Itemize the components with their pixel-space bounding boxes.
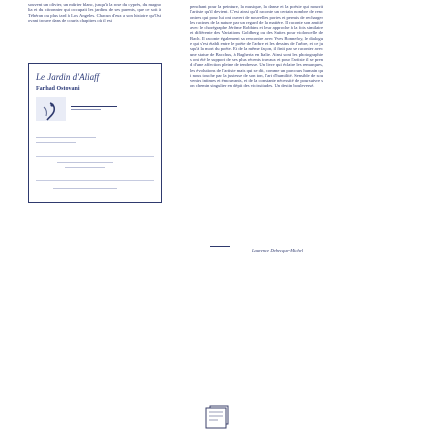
book-divider xyxy=(36,156,154,157)
cover-figure-illustration xyxy=(41,101,59,121)
right-column-text xyxy=(190,4,323,247)
book-divider xyxy=(36,180,154,181)
left-column-text xyxy=(28,2,161,62)
right-column-paragraph: penchant pour la peinture, la musique, la danse et la poésie qui nourrit l'artiste qu'il devient. C'est ainsi qu'il raconte un certain nombre de rencontres qui pour lui ont ouvert de nouvelles portes et permis de recharger les racines de la nature par un regard de la matière. Il raconte son amitié avec le chorégraphe Jérôme Robbins et leur approche à la fois similaire et différente des Variations Goldberg ou des Suites pour violoncelle de Bach. Il raconte également sa rencontre avec Yves Bonnefoy, le dialogue qui s'est établi entre le poète de l'arbre et les dessins de l'arbre, et ce jusqu'à la mort du poète. Et de la même façon, il finit par se raconter avec une statue de Bacchus, à Bagheria en Italie. Ainsi sont les photographies ont été le support de ses plus récents travaux et pour l'artiste il se prend d'une affection pleine de tendresse. Un livre qui éclaire les remarques, les évolutions de l'artiste mais qui se dit, comme un parcours humain qui nous touche par la justesse de son ton, l'art d'humilité. Sensible de souvenirs intimes et émouvants, et de la constante nécessité de poursuivre son chemin singulier en dépit des vicissitudes. Un destin bouleversé. xyxy=(190,4,323,89)
review-signature: Laurence Debecque-Michel xyxy=(252,248,303,253)
book-detail-line xyxy=(53,188,117,189)
book-card xyxy=(28,63,162,203)
book-subcaption-rule xyxy=(71,109,101,110)
book-detail-line xyxy=(36,142,76,143)
book-title: Le Jardin d'Aliaff xyxy=(36,72,100,82)
page-corner-icon xyxy=(204,404,230,430)
book-detail-line xyxy=(65,167,105,168)
book-author: Farhad Ostovani xyxy=(36,86,80,92)
book-cover-image xyxy=(36,97,66,121)
signature-rule xyxy=(210,246,230,247)
book-detail-line xyxy=(36,137,96,138)
book-detail-line xyxy=(57,162,113,163)
left-column-paragraph: souvent un olivier, un mûrier blanc, jusqu'à la rose du cyprès, du magnolia et du citronnier qui occupait les jardins de ses parents, que ce soit à Téhéran ou plus tard à Los Angeles. Chacun d'eux a son histoire qu'Ostovani trouve dans de courts chapitres où il est xyxy=(28,2,161,23)
book-caption-rule xyxy=(71,106,117,107)
